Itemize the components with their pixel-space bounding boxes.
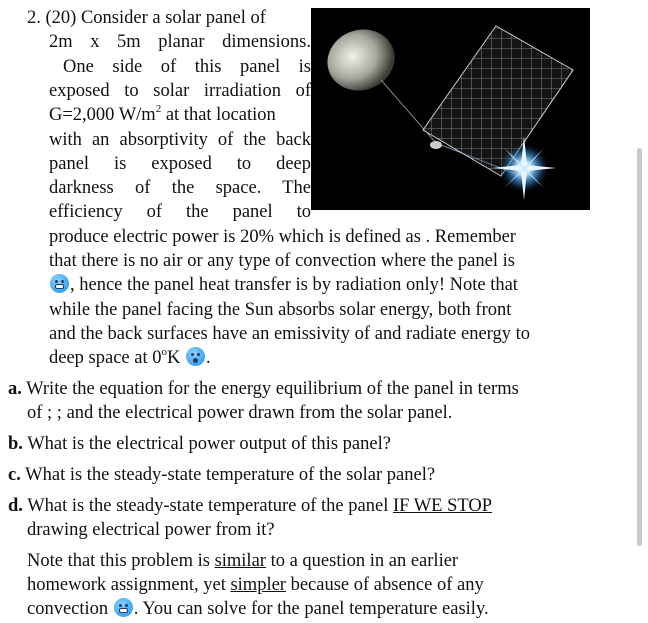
problem-line: , hence the panel heat transfer is by radiation only! Note that bbox=[49, 273, 518, 297]
vertical-scrollbar[interactable] bbox=[637, 148, 642, 546]
part-d-cont: drawing electrical power from it? bbox=[27, 520, 275, 540]
problem-line: with an absorptivity of the back bbox=[49, 130, 311, 150]
problem-line: that there is no air or any type of convection where the panel is bbox=[49, 251, 515, 271]
problem-line: darkness of the space. The bbox=[49, 178, 311, 198]
note-line: homework assignment, yet simpler because of absence of any bbox=[27, 575, 484, 595]
spacecraft-icon bbox=[430, 141, 442, 149]
note-line: Note that this problem is similar to a question in an earlier bbox=[27, 551, 459, 571]
problem-line: G=2,000 $W/m^2$ at that location bbox=[49, 102, 276, 125]
problem-line: and the back surfaces have an emissivity of and radiate energy to bbox=[49, 324, 530, 344]
part-a-cont: of ; ; and the electrical power drawn from the solar panel. bbox=[27, 403, 453, 423]
solar-panel-illustration bbox=[311, 8, 590, 210]
problem-line: produce electric power is 20% which is defined as . Remember bbox=[49, 227, 516, 247]
part-d: d. What is the steady-state temperature of the panel IF WE STOP bbox=[8, 496, 492, 516]
part-b: b. What is the electrical power output of this panel? bbox=[8, 434, 391, 454]
problem-line: efficiency of the panel to bbox=[49, 202, 311, 222]
problem-line: One side of this panel is bbox=[63, 57, 311, 77]
part-a: a. Write the equation for the energy equilibrium of the panel in terms bbox=[8, 379, 519, 399]
grin-emoji-icon bbox=[114, 598, 133, 617]
grimace-emoji-icon bbox=[50, 274, 69, 293]
problem-line: while the panel facing the Sun absorbs solar energy, both front bbox=[49, 300, 512, 320]
problem-line: panel is exposed to deep bbox=[49, 154, 311, 174]
problem-line: deep space at 0$^o$K . bbox=[49, 345, 211, 368]
problem-line: 2. (20) Consider a solar panel of bbox=[27, 8, 266, 28]
part-c: c. What is the steady-state temperature of the solar panel? bbox=[8, 465, 436, 485]
solar-panel-space-image bbox=[311, 8, 590, 210]
problem-line: 2m x 5m planar dimensions. bbox=[49, 32, 311, 52]
astonished-emoji-icon bbox=[186, 347, 205, 366]
problem-line: exposed to solar irradiation of bbox=[49, 81, 311, 101]
note-line: convection . You can solve for the panel temperature easily. bbox=[27, 599, 489, 619]
